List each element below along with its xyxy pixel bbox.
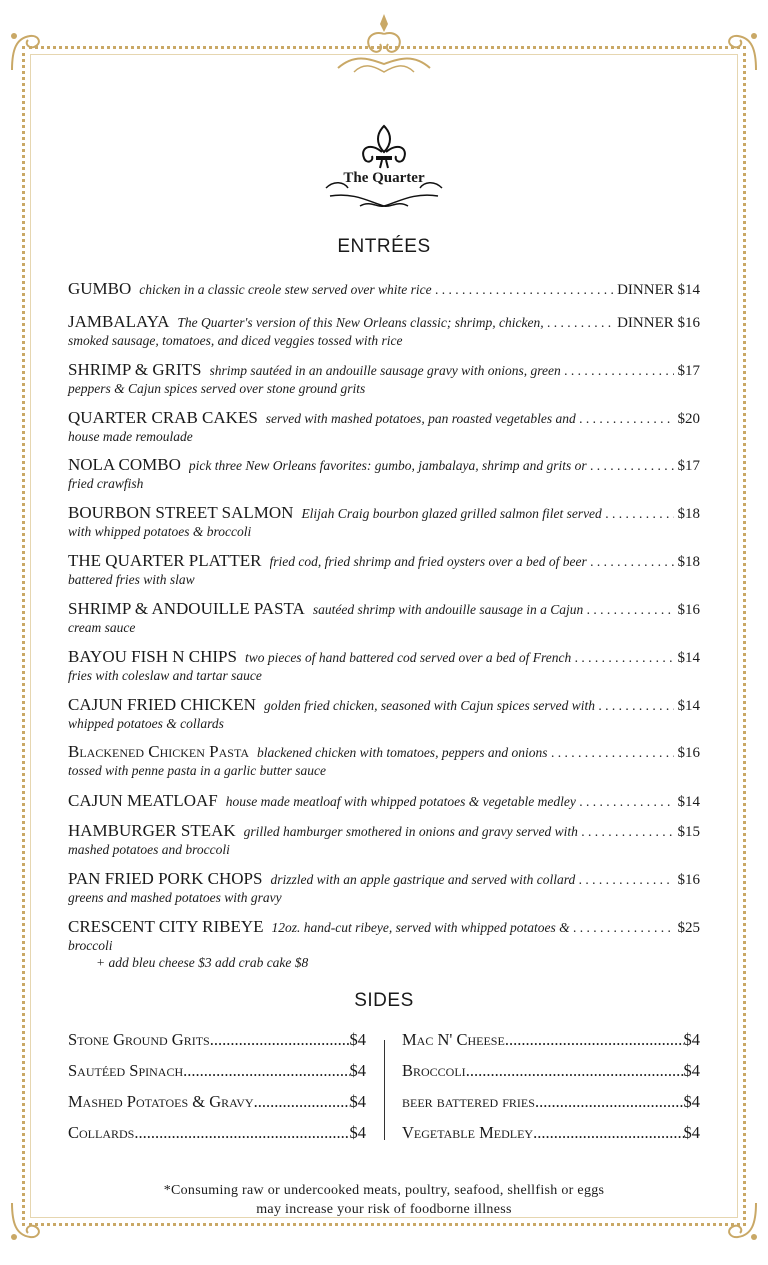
sides-list — [68, 1030, 700, 1150]
menu-item — [68, 361, 700, 397]
menu-item-price: $16 — [677, 872, 700, 888]
side-item-name: Vegetable Medley — [402, 1123, 534, 1142]
side-item-price: $4 — [349, 1092, 366, 1111]
menu-item-description: chicken in a classic creole stew served over white rice . . . — [139, 281, 613, 298]
side-item-price: $4 — [349, 1061, 366, 1080]
fleur-de-lis-logo-icon — [320, 122, 448, 214]
menu-item — [68, 918, 700, 971]
menu-item-name: GUMBO — [68, 279, 132, 298]
menu-item-description-continued: mashed potatoes and broccoli — [68, 842, 230, 857]
side-item-name: Mashed Potatoes & Gravy — [68, 1092, 254, 1111]
menu-item-description-continued: whipped potatoes & collards — [68, 716, 224, 731]
menu-item-name: NOLA COMBO — [68, 455, 181, 474]
side-item-name: Stone Ground Grits — [68, 1030, 210, 1049]
menu-item-price: $14 — [677, 650, 700, 666]
side-item — [68, 1061, 366, 1092]
disclaimer-line-1: *Consuming raw or undercooked meats, poultry, seafood, shellfish or eggs — [163, 1183, 605, 1198]
menu-item-price: DINNER $14 — [617, 282, 700, 298]
corner-flourish-icon — [716, 30, 760, 74]
sides-left-column — [68, 1030, 366, 1154]
menu-item-description-continued: peppers & Cajun spices served over stone ground grits — [68, 381, 366, 396]
menu-item-description: golden fried chicken, seasoned with Cajun spices served with . . . — [264, 697, 674, 714]
menu-item — [68, 600, 700, 636]
side-item — [68, 1123, 366, 1154]
leader-dots — [533, 1123, 683, 1143]
sides-heading: SIDES — [354, 990, 414, 1011]
menu-item-name: THE QUARTER PLATTER — [68, 551, 262, 570]
menu-item — [68, 743, 700, 779]
side-item-name: Collards — [68, 1123, 135, 1142]
menu-item-name: SHRIMP & ANDOUILLE PASTA — [68, 599, 305, 618]
menu-item-description: blackened chicken with tomatoes, peppers and onions . . . — [257, 744, 674, 761]
side-item-name: Broccoli — [402, 1061, 466, 1080]
menu-item-description: Elijah Craig bourbon glazed grilled salmon filet served . . . — [301, 505, 673, 522]
menu-item-price: $17 — [677, 458, 700, 474]
menu-item — [68, 792, 700, 811]
menu-item — [68, 456, 700, 492]
menu-item-price: $20 — [677, 411, 700, 427]
menu-item-description-continued: tossed with penne pasta in a garlic butter sauce — [68, 763, 326, 778]
side-item — [402, 1061, 700, 1092]
side-item-name: Mac N' Cheese — [402, 1030, 505, 1049]
menu-item-description-continued: smoked sausage, tomatoes, and diced veggies tossed with rice — [68, 333, 403, 348]
menu-item-description: house made meatloaf with whipped potatoes & vegetable medley . . . — [226, 793, 674, 810]
sides-divider — [384, 1040, 385, 1140]
side-item-price: $4 — [683, 1061, 700, 1080]
side-item-name: beer battered fries — [402, 1092, 535, 1111]
menu-item-description-continued: fries with coleslaw and tartar sauce — [68, 668, 262, 683]
sides-right-column — [402, 1030, 700, 1154]
menu-item — [68, 870, 700, 906]
menu-item-name: CAJUN MEATLOAF — [68, 791, 218, 810]
menu-item-description: sautéed shrimp with andouille sausage in a Cajun . . . — [313, 601, 674, 618]
side-item-price: $4 — [683, 1030, 700, 1049]
health-disclaimer — [0, 1181, 768, 1219]
menu-item-description: two pieces of hand battered cod served over a bed of French . . . — [245, 649, 674, 666]
side-item-price: $4 — [349, 1030, 366, 1049]
menu-item — [68, 822, 700, 858]
entrees-heading: ENTRÉES — [337, 236, 431, 257]
menu-item-description: fried cod, fried shrimp and fried oysters over a bed of beer . . . — [270, 553, 674, 570]
menu-item-name: PAN FRIED PORK CHOPS — [68, 869, 263, 888]
menu-item-description: 12oz. hand-cut ribeye, served with whipped potatoes & . . . — [272, 919, 674, 936]
menu-item-price: $18 — [677, 506, 700, 522]
menu-item-name: CRESCENT CITY RIBEYE — [68, 917, 264, 936]
menu-item-addon: + add bleu cheese $3 add crab cake $8 — [96, 955, 309, 970]
menu-item — [68, 280, 700, 299]
menu-item-description-continued: cream sauce — [68, 620, 136, 635]
menu-item-name: HAMBURGER STEAK — [68, 821, 236, 840]
menu-item-name: QUARTER CRAB CAKES — [68, 408, 258, 427]
menu-item-description-continued: fried crawfish — [68, 476, 144, 491]
side-item-price: $4 — [683, 1092, 700, 1111]
side-item-price: $4 — [349, 1123, 366, 1142]
menu-item-description-continued: greens and mashed potatoes with gravy — [68, 890, 282, 905]
menu-item — [68, 409, 700, 445]
side-item-name: Sautéed Spinach — [68, 1061, 184, 1080]
menu-item-name: SHRIMP & GRITS — [68, 360, 202, 379]
menu-item-name: Blackened Chicken Pasta — [68, 742, 249, 761]
restaurant-name: The Quarter — [343, 170, 425, 186]
menu-item — [68, 313, 700, 349]
menu-item-description: shrimp sautéed in an andouille sausage gravy with onions, green . . . — [210, 362, 674, 379]
menu-item-name: BOURBON STREET SALMON — [68, 503, 294, 522]
leader-dots — [183, 1061, 349, 1081]
side-item-price: $4 — [683, 1123, 700, 1142]
menu-item — [68, 504, 700, 540]
menu-item-name: BAYOU FISH N CHIPS — [68, 647, 237, 666]
menu-item-price: $16 — [677, 602, 700, 618]
menu-item-price: $14 — [677, 794, 700, 810]
side-item — [68, 1092, 366, 1123]
menu-item-price: $15 — [677, 824, 700, 840]
menu-item-price: $16 — [677, 745, 700, 761]
menu-item-price: DINNER $16 — [617, 315, 700, 331]
leader-dots — [134, 1123, 349, 1143]
side-item — [68, 1030, 366, 1061]
side-item — [402, 1092, 700, 1123]
menu-item-description: drizzled with an apple gastrique and served with collard . . . — [270, 871, 673, 888]
menu-item-price: $25 — [677, 920, 700, 936]
menu-item — [68, 552, 700, 588]
leader-dots — [535, 1092, 684, 1112]
menu-item-description-continued: battered fries with slaw — [68, 572, 195, 587]
leader-dots — [210, 1030, 350, 1050]
menu-item — [68, 648, 700, 684]
menu-item-description: The Quarter's version of this New Orleans classic; shrimp, chicken, . . . — [177, 314, 613, 331]
menu-item-price: $17 — [677, 363, 700, 379]
corner-flourish-icon — [8, 30, 52, 74]
menu-item-description: grilled hamburger smothered in onions and gravy served with . . . — [244, 823, 674, 840]
menu-item-description-continued: house made remoulade — [68, 429, 193, 444]
menu-item-description-continued: broccoli — [68, 938, 113, 953]
side-item — [402, 1123, 700, 1154]
leader-dots — [505, 1030, 684, 1050]
menu-item-name: CAJUN FRIED CHICKEN — [68, 695, 256, 714]
menu-item-name: JAMBALAYA — [68, 312, 170, 331]
top-ornament-icon — [334, 10, 434, 80]
menu-item-price: $14 — [677, 698, 700, 714]
leader-dots — [466, 1061, 684, 1081]
menu-item-price: $18 — [677, 554, 700, 570]
menu-item-description: pick three New Orleans favorites: gumbo, jambalaya, shrimp and grits or . . . — [189, 457, 674, 474]
side-item — [402, 1030, 700, 1061]
leader-dots — [254, 1092, 350, 1112]
menu-item — [68, 696, 700, 732]
disclaimer-line-2: may increase your risk of foodborne illness — [256, 1202, 512, 1217]
menu-item-description: served with mashed potatoes, pan roasted vegetables and . . . — [266, 410, 674, 427]
menu-item-description-continued: with whipped potatoes & broccoli — [68, 524, 252, 539]
